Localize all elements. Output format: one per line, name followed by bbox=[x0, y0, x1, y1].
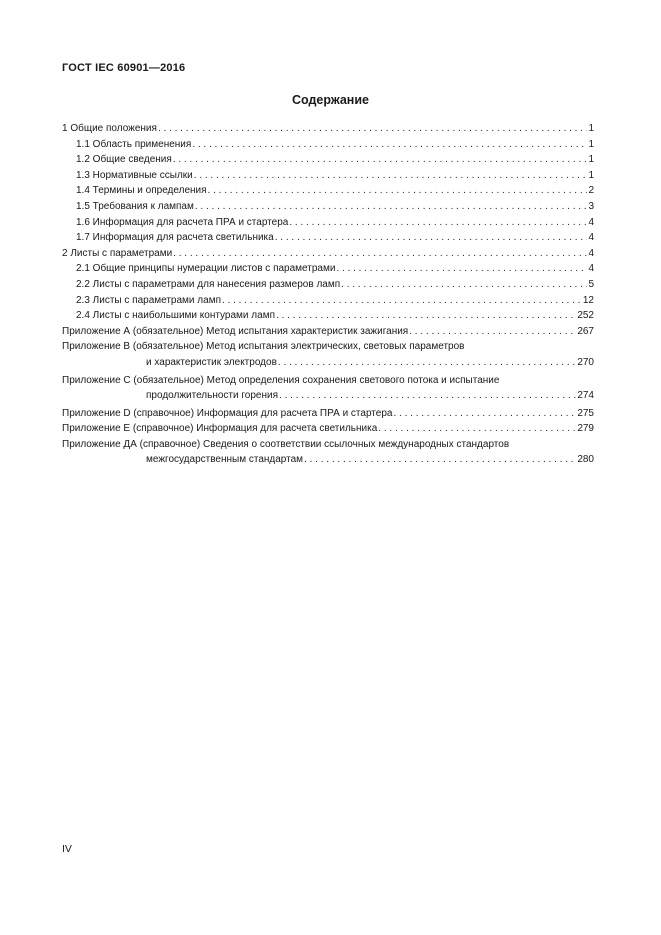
leader-dots bbox=[208, 183, 588, 199]
toc-entry-appendix-c[interactable] bbox=[62, 373, 594, 404]
toc-entry-page: 270 bbox=[577, 356, 594, 368]
toc-entry-page: 274 bbox=[577, 390, 594, 402]
leader-dots bbox=[173, 246, 587, 262]
toc-entry-label: 2.3 Листы с параметрами ламп bbox=[76, 294, 221, 306]
leader-dots bbox=[192, 137, 587, 153]
toc-entry-page: 279 bbox=[577, 423, 594, 435]
toc-entry-1-6[interactable] bbox=[62, 215, 594, 231]
toc-entry-page: 275 bbox=[577, 407, 594, 419]
toc-entry-label: 1.1 Область применения bbox=[76, 138, 192, 150]
leader-dots bbox=[336, 261, 587, 277]
toc-entry-continuation bbox=[62, 452, 594, 468]
table-of-contents bbox=[62, 121, 594, 470]
toc-entry-1-1[interactable] bbox=[62, 137, 594, 153]
toc-entry-page: 2 bbox=[588, 185, 594, 197]
toc-entry-page: 1 bbox=[588, 123, 594, 134]
toc-entry-page: 4 bbox=[588, 216, 594, 228]
toc-title: Содержание bbox=[291, 93, 369, 107]
toc-entry-label-cont: межгосударственным стандартам bbox=[146, 454, 304, 466]
toc-entry-label: 1.3 Нормативные ссылки bbox=[76, 169, 193, 181]
toc-entry-1-5[interactable] bbox=[62, 199, 594, 215]
leader-dots bbox=[304, 452, 576, 468]
toc-entry-label: Приложение С (обязательное) Метод определения сохранения светового потока и испытание bbox=[62, 374, 500, 386]
leader-dots bbox=[173, 152, 588, 168]
toc-entry-page: 5 bbox=[588, 278, 594, 290]
toc-entry-1-7[interactable] bbox=[62, 230, 594, 246]
toc-entry-label: Приложение Е (справочное) Информация для расчета светильника bbox=[62, 423, 378, 435]
toc-entry-label: 1.2 Общие сведения bbox=[76, 154, 172, 166]
toc-entry-label: 2 Листы с параметрами bbox=[62, 247, 173, 259]
leader-dots bbox=[289, 215, 587, 231]
leader-dots bbox=[194, 168, 588, 184]
toc-entry-label: Приложение А (обязательное) Метод испытания характеристик зажигания bbox=[62, 325, 409, 337]
page-number: IV bbox=[62, 843, 72, 855]
toc-entry-page: 4 bbox=[588, 263, 594, 275]
toc-entry-appendix-da[interactable] bbox=[62, 437, 594, 468]
toc-entry-label: 1 Общие положения bbox=[62, 123, 157, 134]
toc-entry-label: 2.4 Листы с наибольшими контурами ламп bbox=[76, 310, 275, 322]
toc-entry-label: 1.5 Требования к лампам bbox=[76, 200, 194, 212]
toc-entry-appendix-d[interactable] bbox=[62, 406, 594, 422]
toc-entry-page: 1 bbox=[588, 138, 594, 150]
toc-entry-appendix-b[interactable] bbox=[62, 339, 594, 370]
leader-dots bbox=[278, 355, 576, 371]
toc-entry-2[interactable] bbox=[62, 246, 594, 262]
toc-entry-label: 2.1 Общие принципы нумерации листов с параметрами bbox=[76, 263, 336, 275]
leader-dots bbox=[222, 293, 582, 309]
leader-dots bbox=[275, 230, 588, 246]
toc-entry-label: 2.2 Листы с параметрами для нанесения размеров ламп bbox=[76, 278, 341, 290]
document-code-header: ГОСТ IEC 60901—2016 bbox=[62, 62, 186, 74]
toc-entry-page: 252 bbox=[577, 310, 594, 322]
toc-entry-2-4[interactable] bbox=[62, 308, 594, 324]
leader-dots bbox=[279, 388, 576, 404]
toc-entry-label-cont: и характеристик электродов bbox=[146, 356, 277, 368]
toc-entry-appendix-e[interactable] bbox=[62, 421, 594, 437]
leader-dots bbox=[158, 121, 588, 137]
leader-dots bbox=[409, 324, 576, 340]
toc-entry-continuation bbox=[62, 388, 594, 404]
toc-entry-page: 267 bbox=[577, 325, 594, 337]
toc-entry-page: 4 bbox=[588, 247, 594, 259]
toc-entry-label: 1.7 Информация для расчета светильника bbox=[76, 232, 274, 244]
leader-dots bbox=[195, 199, 588, 215]
toc-entry-page: 12 bbox=[582, 294, 594, 306]
toc-entry-appendix-a[interactable] bbox=[62, 324, 594, 340]
toc-entry-label-cont: продолжительности горения bbox=[146, 390, 279, 402]
toc-entry-page: 3 bbox=[588, 200, 594, 212]
toc-entry-1-3[interactable] bbox=[62, 168, 594, 184]
toc-entry-label: 1.4 Термины и определения bbox=[76, 185, 207, 197]
toc-entry-1-2[interactable] bbox=[62, 152, 594, 168]
toc-entry-page: 280 bbox=[577, 454, 594, 466]
toc-entry-label: Приложение В (обязательное) Метод испытания электрических, световых параметров bbox=[62, 341, 465, 353]
toc-entry-page: 4 bbox=[588, 232, 594, 244]
leader-dots bbox=[341, 277, 587, 293]
toc-entry-page: 1 bbox=[588, 154, 594, 166]
toc-entry-2-3[interactable] bbox=[62, 293, 594, 309]
toc-entry-page: 1 bbox=[588, 169, 594, 181]
toc-entry-label: 1.6 Информация для расчета ПРА и стартера bbox=[76, 216, 289, 228]
leader-dots bbox=[378, 421, 576, 437]
toc-entry-continuation bbox=[62, 355, 594, 371]
toc-entry-2-2[interactable] bbox=[62, 277, 594, 293]
toc-entry-label: Приложение ДА (справочное) Сведения о соответствии ссылочных международных стандартов bbox=[62, 438, 510, 450]
toc-entry-1[interactable] bbox=[62, 121, 594, 137]
toc-entry-label: Приложение D (справочное) Информация для расчета ПРА и стартера bbox=[62, 407, 393, 419]
leader-dots bbox=[393, 406, 576, 422]
toc-entry-2-1[interactable] bbox=[62, 261, 594, 277]
leader-dots bbox=[276, 308, 576, 324]
toc-entry-1-4[interactable] bbox=[62, 183, 594, 199]
